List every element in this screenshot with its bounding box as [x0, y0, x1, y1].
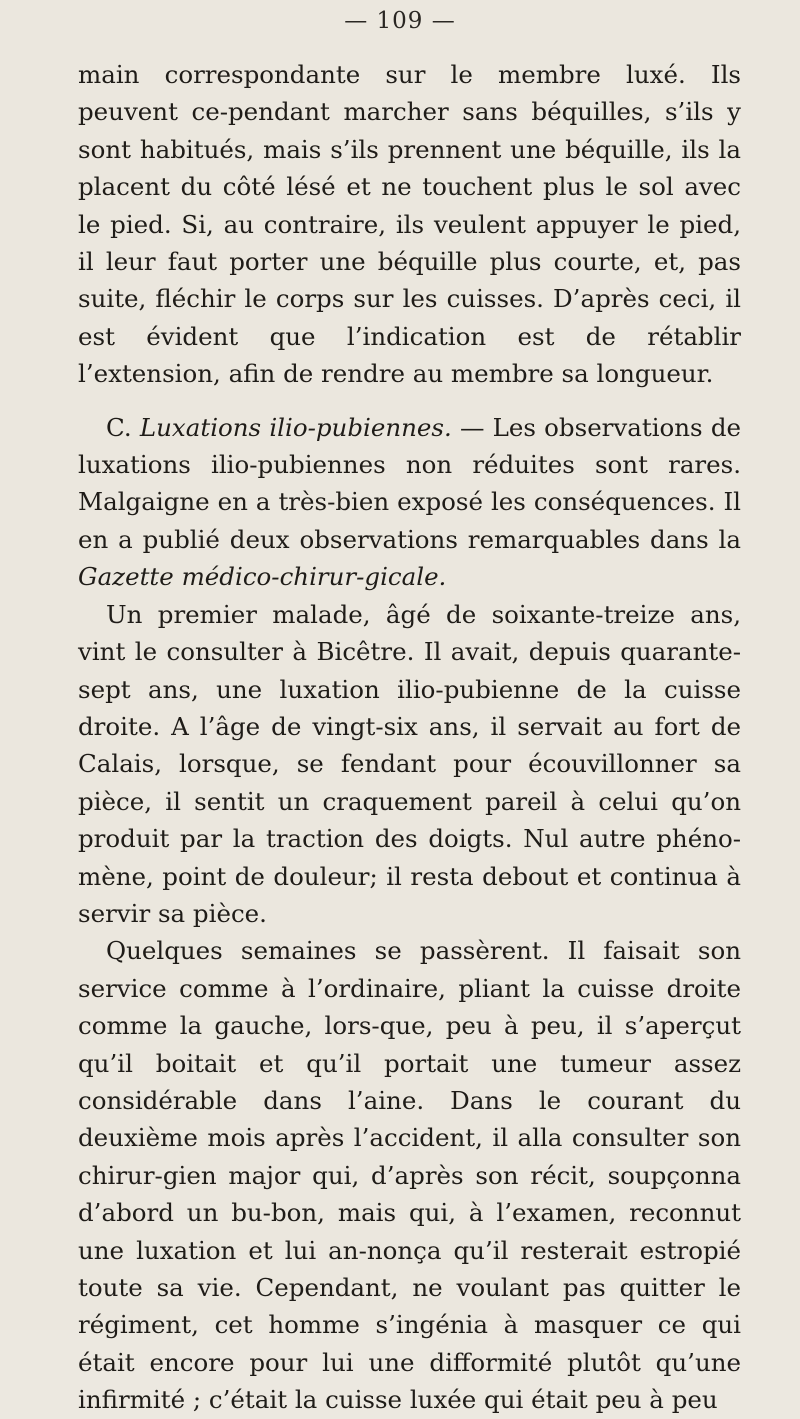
section-label: C.: [106, 412, 132, 442]
page-number: — 109 —: [344, 8, 456, 34]
section-title: Luxations ilio-pubiennes.: [139, 412, 452, 442]
section-intro-text: — Les observations de luxations ilio-pubiennes non réduites sont rares. Malgaigne en a très-bien exposé les conséquences. Il en a publié deux observations remarquables dans la: [78, 412, 742, 554]
paragraph-continuation: main correspondante sur le membre luxé. Ils peuvent ce-pendant marcher sans béquilles, s’ils y sont habitués, mais s’ils prennent une béquille, ils la placent du côté lésé et ne touchent plus le sol avec le pied. Si, au contraire, ils veulent appuyer le pied, il leur faut porter une béquille plus courte, et, pas suite, fléchir le corps sur les cuisses. D’après ceci, il est évident que l’indication est de rétablir l’extension, afin de rendre au membre sa longueur.: [78, 60, 741, 389]
paragraph-case-progression: Quelques semaines se passèrent. Il faisait son service comme à l’ordinaire, pliant la cuisse droite comme la gauche, lors-que, peu à peu, il s’aperçut qu’il boitait et qu’il portait une tumeur assez considérable dans l’aine. Dans le courant du deuxième mois après l’accident, il alla consulter son chirur-gien major qui, d’après son récit, soupçonna d’abord un bu-bon, mais qui, à l’examen, reconnut une luxation et lui an-nonça qu’il resterait estropié toute sa vie. Cependant, ne voulant pas quitter le régiment, cet homme s’ingénia à masquer ce qui était encore pour lui une difformité plutôt qu’une infirmité ; c’était la cuisse luxée qui était peu à peu: [78, 936, 741, 1415]
paragraph-first-case: Un premier malade, âgé de soixante-treize ans, vint le consulter à Bicêtre. Il avait, depuis quarante-sept ans, une luxation ilio-pubienne de la cuisse droite. A l’âge de vingt-six ans, il servait au fort de Calais, lorsque, se fendant pour écouvillonner sa pièce, il sentit un craquement pareil à celui qu’on produit par la traction des doigts. Nul autre phéno-mène, point de douleur; il resta debout et continua à servir sa pièce.: [78, 599, 741, 928]
paragraph-section-c: [78, 409, 741, 596]
journal-title: Gazette médico-chirur-gicale.: [78, 562, 447, 592]
section-spacer: [78, 393, 741, 409]
page-body: [78, 56, 741, 1419]
